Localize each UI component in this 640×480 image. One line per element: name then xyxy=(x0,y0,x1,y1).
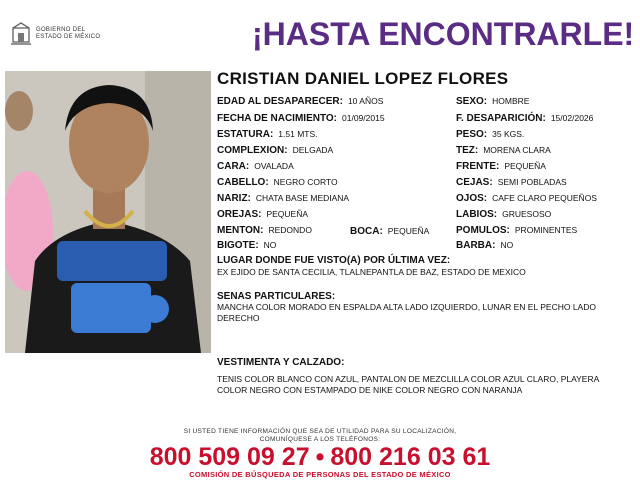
label-cejas: CEJAS: xyxy=(456,177,493,188)
clothing-title: VESTIMENTA Y CALZADO: xyxy=(217,357,345,368)
value-cara: OVALADA xyxy=(254,161,294,171)
person-photo xyxy=(5,71,211,353)
label-orejas: OREJAS: xyxy=(217,209,262,220)
marks-text: MANCHA COLOR MORADO EN ESPALDA ALTA LADO IZQUIERDO, LUNAR EN EL PECHO LADO DERECHO xyxy=(217,302,596,323)
field-bigote xyxy=(217,240,276,251)
phone-2[interactable]: 800 216 03 61 xyxy=(330,443,491,471)
last-seen-text: EX EJIDO DE SANTA CECILIA, TLALNEPANTLA DE BAZ, ESTADO DE MEXICO xyxy=(217,267,526,277)
contact-notice-line-1: SI USTED TIENE INFORMACIÓN QUE SEA DE UTILIDAD PARA SU LOCALIZACIÓN, xyxy=(183,428,457,435)
label-complexion: COMPLEXION: xyxy=(217,145,288,156)
value-tez: MORENA CLARA xyxy=(483,145,551,155)
field-menton xyxy=(217,225,312,236)
label-edad: EDAD AL DESAPARECER: xyxy=(217,96,343,107)
field-tez xyxy=(456,145,551,156)
phone-numbers xyxy=(0,443,640,472)
label-bigote: BIGOTE: xyxy=(217,240,259,251)
value-ojos: CAFE CLARO PEQUEÑOS xyxy=(492,193,597,203)
label-barba: BARBA: xyxy=(456,240,496,251)
value-bigote: NO xyxy=(263,240,277,250)
field-ojos xyxy=(456,193,597,204)
label-nariz: NARIZ: xyxy=(217,193,251,204)
field-cabello xyxy=(217,177,338,188)
field-sexo xyxy=(456,96,529,107)
label-cabello: CABELLO: xyxy=(217,177,269,188)
label-nacimiento: FECHA DE NACIMIENTO: xyxy=(217,113,337,124)
person-photo-illustration xyxy=(5,71,211,353)
value-menton: REDONDO xyxy=(268,225,312,235)
field-nacimiento xyxy=(217,113,385,124)
field-estatura xyxy=(217,129,318,140)
field-peso xyxy=(456,129,524,140)
value-labios: GRUESOSO xyxy=(502,209,552,219)
value-complexion: DELGADA xyxy=(292,145,334,155)
field-cejas xyxy=(456,177,567,188)
gov-line-2: ESTADO DE MÉXICO xyxy=(36,34,101,40)
value-peso: 35 KGS. xyxy=(492,129,525,139)
separator-dot-icon: • xyxy=(315,443,325,471)
value-estatura: 1.51 MTS. xyxy=(278,129,318,139)
field-nariz xyxy=(217,193,349,204)
value-barba: NO xyxy=(500,240,514,250)
value-nariz: CHATA BASE MEDIANA xyxy=(255,193,350,203)
label-cara: CARA: xyxy=(217,161,250,172)
field-edad xyxy=(217,96,383,107)
value-nacimiento: 01/09/2015 xyxy=(342,113,385,123)
person-name: CRISTIAN DANIEL LOPEZ FLORES xyxy=(217,69,509,88)
label-pomulos: POMULOS: xyxy=(456,225,510,236)
field-pomulos xyxy=(456,225,577,236)
label-peso: PESO: xyxy=(456,129,488,140)
field-complexion xyxy=(217,145,333,156)
value-pomulos: PROMINENTES xyxy=(514,225,578,235)
label-sexo: SEXO: xyxy=(456,96,488,107)
label-menton: MENTON: xyxy=(217,225,264,236)
contact-notice xyxy=(0,428,640,444)
label-ojos: OJOS: xyxy=(456,193,488,204)
field-desaparicion xyxy=(456,113,593,124)
value-boca: PEQUEÑA xyxy=(387,226,430,236)
label-estatura: ESTATURA: xyxy=(217,129,274,140)
value-frente: PEQUEÑA xyxy=(504,161,546,171)
marks-title: SENAS PARTICULARES: xyxy=(217,291,336,302)
clothing-text: TENIS COLOR BLANCO CON AZUL, PANTALON DE MEZCLILLA COLOR AZUL CLARO, PLAYERA COLOR NEGRO CON ESTAMPADO DE NIKE COLOR NEGRO CON NARANJA xyxy=(217,374,599,395)
value-edad: 10 AÑOS xyxy=(347,96,384,106)
value-desaparicion: 15/02/2026 xyxy=(550,113,594,123)
commission-name: COMISIÓN DE BÚSQUEDA DE PERSONAS DEL ESTADO DE MÉXICO xyxy=(189,470,451,479)
label-boca: BOCA: xyxy=(350,226,383,237)
field-orejas xyxy=(217,209,308,220)
label-tez: TEZ: xyxy=(456,145,479,156)
value-cabello: NEGRO CORTO xyxy=(273,177,338,187)
value-sexo: HOMBRE xyxy=(492,96,530,106)
label-labios: LABIOS: xyxy=(456,209,498,220)
label-desaparicion: F. DESAPARICIÓN: xyxy=(456,113,546,124)
contact-notice-line-2: COMUNÍQUESE A LOS TELÉFONOS: xyxy=(259,436,381,443)
field-labios xyxy=(456,209,551,220)
value-orejas: PEQUEÑA xyxy=(266,209,309,219)
last-seen-title: LUGAR DONDE FUE VISTO(A) POR ÚLTIMA VEZ: xyxy=(217,255,451,266)
field-barba xyxy=(456,240,513,251)
field-cara xyxy=(217,161,294,172)
government-logo xyxy=(10,22,120,48)
emblem-icon xyxy=(10,22,32,46)
value-cejas: SEMI POBLADAS xyxy=(497,177,567,187)
phone-1[interactable]: 800 509 09 27 xyxy=(149,443,310,471)
field-frente xyxy=(456,161,546,172)
headline: ¡HASTA ENCONTRARLE! xyxy=(252,16,635,52)
label-frente: FRENTE: xyxy=(456,161,500,172)
field-boca xyxy=(350,226,429,237)
gov-line-1: GOBIERNO DEL xyxy=(36,27,86,33)
